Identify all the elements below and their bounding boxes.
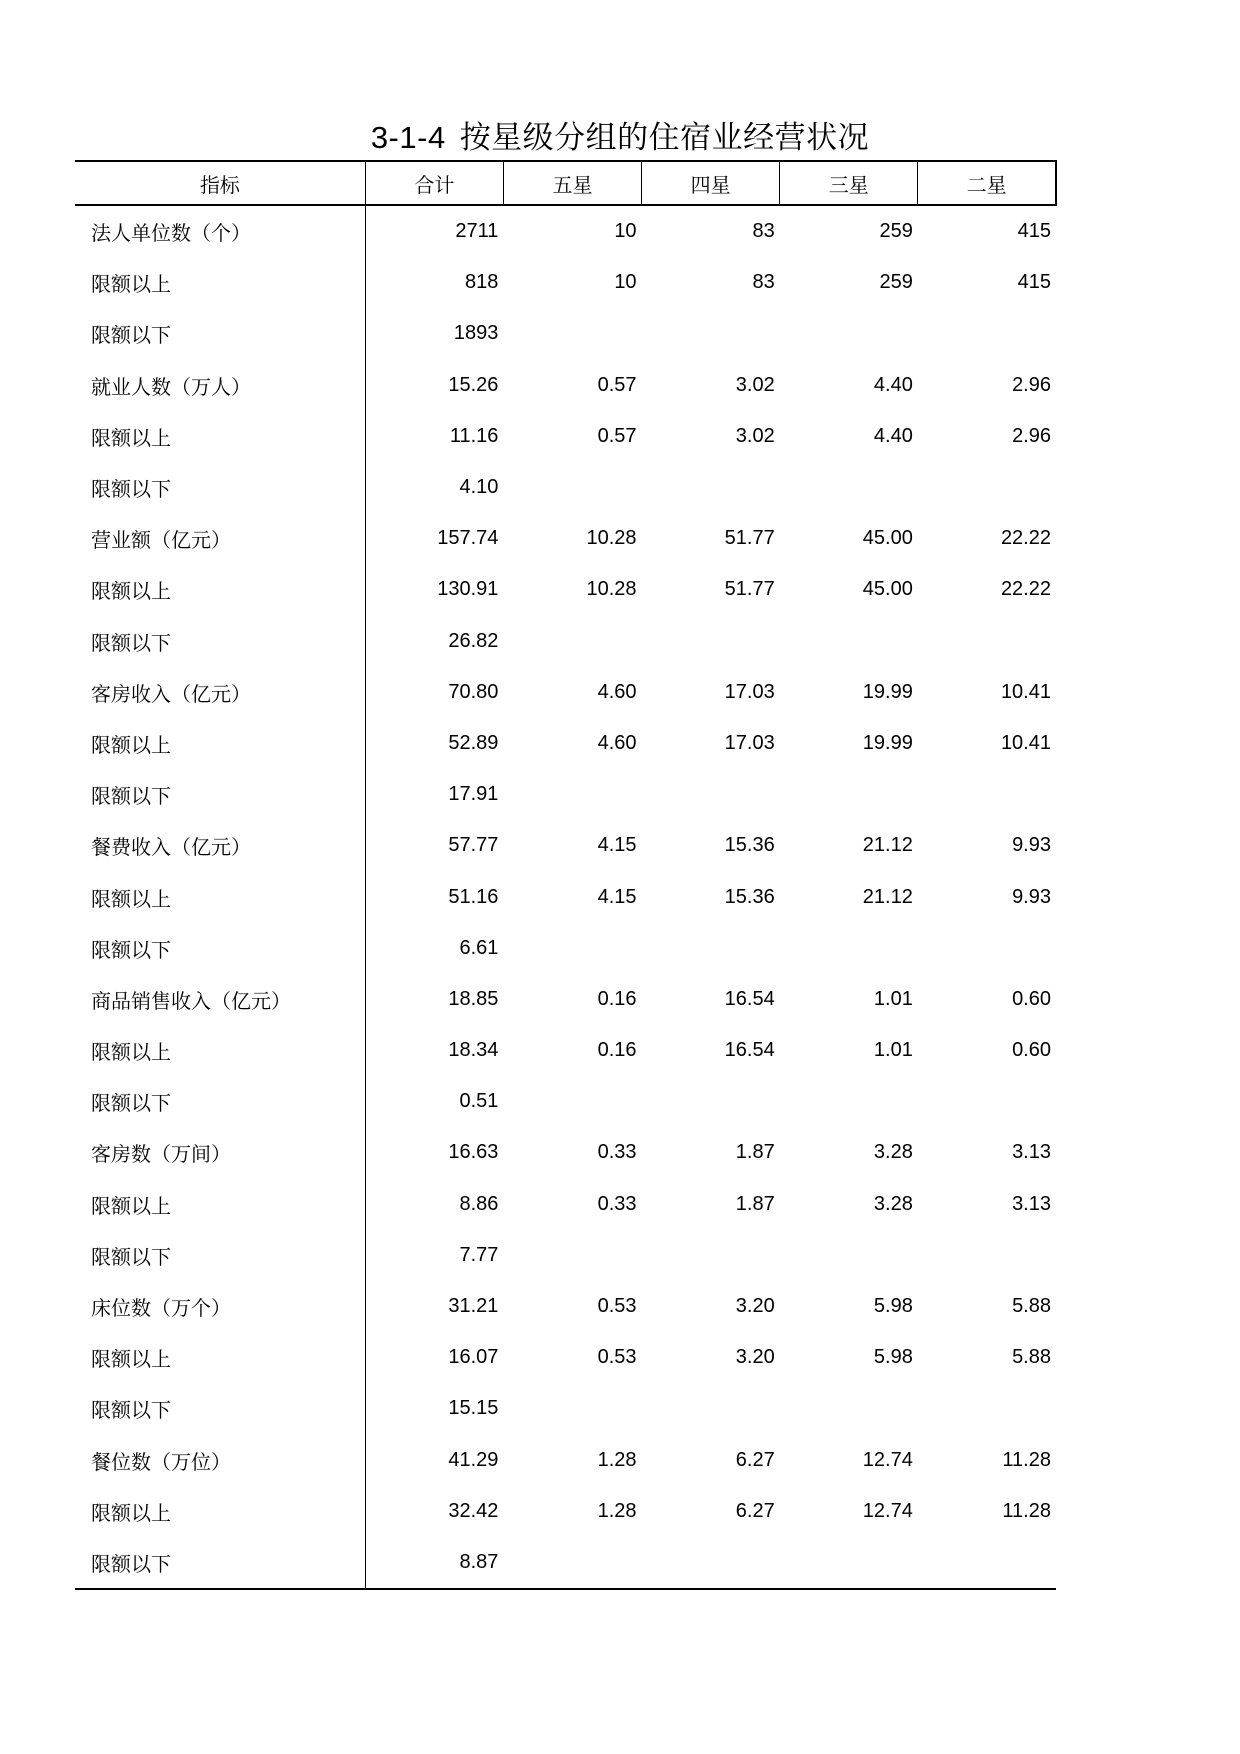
indicator-cell: 限额以上 [75, 411, 365, 462]
three-star-cell: 4.40 [873, 373, 913, 396]
table-row [75, 1127, 1056, 1178]
header-two-star: 二星 [918, 161, 1056, 205]
five-star-cell: 1.28 [597, 1499, 637, 1522]
total-cell: 16.63 [448, 1141, 499, 1164]
three-star-cell [780, 308, 918, 359]
four-star-cell: 3.20 [735, 1346, 775, 1369]
indicator-cell: 限额以下 [75, 308, 365, 359]
total-cell: 8.87 [365, 1537, 503, 1589]
three-star-cell [780, 769, 918, 820]
indicator-cell: 限额以上 [75, 871, 365, 922]
two-star-cell: 10.41 [1000, 680, 1051, 703]
three-star-cell [780, 1076, 918, 1127]
four-star-cell: 17.03 [724, 680, 775, 703]
table-row [75, 205, 1056, 257]
total-cell: 18.85 [448, 987, 499, 1010]
total-cell: 157.74 [437, 527, 499, 550]
indicator-cell: 限额以上 [75, 564, 365, 615]
three-star-cell: 3.28 [873, 1192, 913, 1215]
four-star-cell: 3.20 [735, 1295, 775, 1318]
five-star-cell [503, 1537, 641, 1589]
total-cell: 15.15 [448, 1397, 499, 1420]
table-row [75, 1383, 1056, 1434]
total-cell: 7.77 [459, 1243, 499, 1266]
total-cell: 16.07 [448, 1346, 499, 1369]
four-star-cell: 1.87 [735, 1192, 775, 1215]
indicator-cell: 商品销售收入（亿元） [75, 974, 365, 1025]
three-star-cell: 19.99 [862, 731, 913, 754]
four-star-cell: 83 [752, 271, 775, 294]
indicator-cell: 法人单位数（个） [75, 205, 365, 257]
total-cell: 31.21 [448, 1295, 499, 1318]
table-row [75, 1537, 1056, 1589]
header-four-star: 四星 [642, 161, 780, 205]
four-star-cell: 3.02 [735, 373, 775, 396]
table-row [75, 1179, 1056, 1230]
three-star-cell [780, 1230, 918, 1281]
four-star-cell: 16.54 [724, 987, 775, 1010]
two-star-cell: 2.96 [1012, 424, 1051, 447]
five-star-cell: 0.16 [597, 1039, 637, 1062]
indicator-cell: 限额以上 [75, 1179, 365, 1230]
three-star-cell [780, 1537, 918, 1589]
five-star-cell: 4.60 [597, 680, 637, 703]
three-star-cell: 1.01 [873, 987, 913, 1010]
three-star-cell: 5.98 [873, 1295, 913, 1318]
table-row [75, 360, 1056, 411]
five-star-cell: 4.60 [597, 731, 637, 754]
two-star-cell [918, 1076, 1056, 1127]
two-star-cell: 5.88 [1012, 1346, 1051, 1369]
five-star-cell: 4.15 [597, 834, 637, 857]
two-star-cell: 9.93 [1012, 885, 1051, 908]
two-star-cell: 11.28 [1002, 1448, 1051, 1471]
four-star-cell [642, 1383, 780, 1434]
table-row [75, 718, 1056, 769]
two-star-cell [918, 1383, 1056, 1434]
indicator-cell: 客房数（万间） [75, 1127, 365, 1178]
total-cell: 70.80 [448, 680, 499, 703]
total-cell: 8.86 [459, 1192, 499, 1215]
four-star-cell: 3.02 [735, 424, 775, 447]
four-star-cell [642, 1230, 780, 1281]
indicator-cell: 限额以上 [75, 1486, 365, 1537]
indicator-cell: 限额以下 [75, 923, 365, 974]
indicator-cell: 限额以上 [75, 1025, 365, 1076]
total-cell: 26.82 [448, 629, 499, 652]
four-star-cell: 1.87 [735, 1141, 775, 1164]
total-cell: 2711 [455, 220, 499, 243]
two-star-cell: 10.41 [1000, 731, 1051, 754]
header-indicator: 指标 [75, 161, 365, 205]
table-row [75, 1332, 1056, 1383]
indicator-cell: 限额以上 [75, 1332, 365, 1383]
indicator-cell: 限额以下 [75, 616, 365, 667]
table-row [75, 923, 1056, 974]
total-cell: 130.91 [437, 578, 499, 601]
two-star-cell: 5.88 [1012, 1295, 1051, 1318]
table-row [75, 411, 1056, 462]
two-star-cell: 22.22 [1000, 527, 1051, 550]
three-star-cell: 45.00 [862, 578, 913, 601]
total-cell: 6.61 [459, 936, 499, 959]
table-row [75, 769, 1056, 820]
five-star-cell: 0.53 [597, 1346, 637, 1369]
five-star-cell: 0.33 [597, 1141, 637, 1164]
table-row [75, 1230, 1056, 1281]
three-star-cell: 45.00 [862, 527, 913, 550]
three-star-cell: 3.28 [873, 1141, 913, 1164]
header-row [75, 161, 1056, 205]
two-star-cell: 22.22 [1000, 578, 1051, 601]
three-star-cell [780, 616, 918, 667]
four-star-cell: 51.77 [724, 578, 775, 601]
five-star-cell: 0.16 [597, 987, 637, 1010]
indicator-cell: 限额以下 [75, 769, 365, 820]
three-star-cell [780, 1383, 918, 1434]
indicator-cell: 客房收入（亿元） [75, 667, 365, 718]
table-row [75, 616, 1056, 667]
indicator-cell: 营业额（亿元） [75, 513, 365, 564]
four-star-cell: 51.77 [724, 527, 775, 550]
table-row [75, 308, 1056, 359]
table-row [75, 564, 1056, 615]
four-star-cell: 15.36 [724, 834, 775, 857]
two-star-cell: 0.60 [1012, 1039, 1051, 1062]
three-star-cell: 4.40 [873, 424, 913, 447]
five-star-cell [503, 1383, 641, 1434]
header-three-star: 三星 [780, 161, 918, 205]
indicator-cell: 限额以下 [75, 1537, 365, 1589]
total-cell: 818 [465, 271, 499, 294]
indicator-cell: 限额以下 [75, 1076, 365, 1127]
five-star-cell: 1.28 [597, 1448, 637, 1471]
table-row [75, 1486, 1056, 1537]
five-star-cell: 4.15 [597, 885, 637, 908]
four-star-cell [642, 462, 780, 513]
two-star-cell: 9.93 [1012, 834, 1051, 857]
five-star-cell [503, 1230, 641, 1281]
table-row [75, 974, 1056, 1025]
four-star-cell: 83 [752, 220, 775, 243]
indicator-cell: 餐费收入（亿元） [75, 820, 365, 871]
two-star-cell [918, 462, 1056, 513]
table-code: 3-1-4 [370, 120, 446, 155]
table-header [75, 161, 1056, 205]
total-cell: 17.91 [448, 783, 499, 806]
three-star-cell: 21.12 [862, 834, 913, 857]
two-star-cell [918, 308, 1056, 359]
table-row [75, 1025, 1056, 1076]
two-star-cell: 0.60 [1012, 987, 1051, 1010]
table-row [75, 1076, 1056, 1127]
five-star-cell: 0.57 [597, 424, 637, 447]
three-star-cell: 12.74 [862, 1448, 913, 1471]
table-row [75, 1435, 1056, 1486]
header-five-star: 五星 [503, 161, 641, 205]
indicator-cell: 限额以上 [75, 718, 365, 769]
total-cell: 57.77 [448, 834, 499, 857]
table-body [75, 205, 1056, 1589]
indicator-cell: 限额以上 [75, 257, 365, 308]
four-star-cell [642, 1537, 780, 1589]
four-star-cell: 6.27 [735, 1448, 775, 1471]
three-star-cell: 259 [879, 271, 913, 294]
three-star-cell: 19.99 [862, 680, 913, 703]
five-star-cell [503, 769, 641, 820]
header-total: 合计 [365, 161, 503, 205]
five-star-cell: 10.28 [586, 578, 637, 601]
two-star-cell: 3.13 [1012, 1192, 1051, 1215]
table-row [75, 513, 1056, 564]
indicator-cell: 限额以下 [75, 1230, 365, 1281]
table-row [75, 871, 1056, 922]
five-star-cell [503, 923, 641, 974]
five-star-cell [503, 308, 641, 359]
total-cell: 15.26 [448, 373, 499, 396]
total-cell: 4.10 [459, 476, 499, 499]
two-star-cell [918, 1230, 1056, 1281]
total-cell: 11.16 [449, 424, 499, 447]
five-star-cell: 10 [614, 271, 637, 294]
total-cell: 41.29 [448, 1448, 499, 1471]
indicator-cell: 床位数（万个） [75, 1281, 365, 1332]
four-star-cell [642, 923, 780, 974]
total-cell: 51.16 [448, 885, 499, 908]
four-star-cell: 15.36 [724, 885, 775, 908]
three-star-cell: 12.74 [862, 1499, 913, 1522]
table-row [75, 667, 1056, 718]
total-cell: 1893 [453, 322, 499, 345]
total-cell: 0.51 [459, 1090, 499, 1113]
indicator-cell: 就业人数（万人） [75, 360, 365, 411]
table-name: 按星级分组的住宿业经营状况 [459, 120, 870, 156]
four-star-cell [642, 769, 780, 820]
two-star-cell [918, 769, 1056, 820]
four-star-cell [642, 616, 780, 667]
statistics-table [75, 160, 1057, 1590]
table-row [75, 462, 1056, 513]
five-star-cell: 0.33 [597, 1192, 637, 1215]
five-star-cell [503, 616, 641, 667]
table-row [75, 257, 1056, 308]
five-star-cell: 10.28 [586, 527, 637, 550]
total-cell: 52.89 [448, 731, 499, 754]
two-star-cell [918, 1537, 1056, 1589]
five-star-cell: 0.53 [597, 1295, 637, 1318]
five-star-cell [503, 462, 641, 513]
two-star-cell: 415 [1017, 271, 1051, 294]
three-star-cell: 21.12 [862, 885, 913, 908]
three-star-cell [780, 923, 918, 974]
total-cell: 32.42 [448, 1499, 499, 1522]
three-star-cell [780, 462, 918, 513]
four-star-cell [642, 308, 780, 359]
two-star-cell: 3.13 [1012, 1141, 1051, 1164]
table-row [75, 1281, 1056, 1332]
page-title [0, 118, 1240, 158]
four-star-cell: 16.54 [724, 1039, 775, 1062]
three-star-cell: 5.98 [873, 1346, 913, 1369]
four-star-cell: 6.27 [735, 1499, 775, 1522]
table-row [75, 820, 1056, 871]
five-star-cell: 10 [614, 220, 637, 243]
two-star-cell [918, 616, 1056, 667]
two-star-cell [918, 923, 1056, 974]
two-star-cell: 415 [1017, 220, 1051, 243]
indicator-cell: 餐位数（万位） [75, 1435, 365, 1486]
four-star-cell [642, 1076, 780, 1127]
two-star-cell: 11.28 [1002, 1499, 1051, 1522]
four-star-cell: 17.03 [724, 731, 775, 754]
total-cell: 18.34 [448, 1039, 499, 1062]
five-star-cell [503, 1076, 641, 1127]
indicator-cell: 限额以下 [75, 462, 365, 513]
five-star-cell: 0.57 [597, 373, 637, 396]
three-star-cell: 259 [879, 220, 913, 243]
two-star-cell: 2.96 [1012, 373, 1051, 396]
three-star-cell: 1.01 [873, 1039, 913, 1062]
indicator-cell: 限额以下 [75, 1383, 365, 1434]
